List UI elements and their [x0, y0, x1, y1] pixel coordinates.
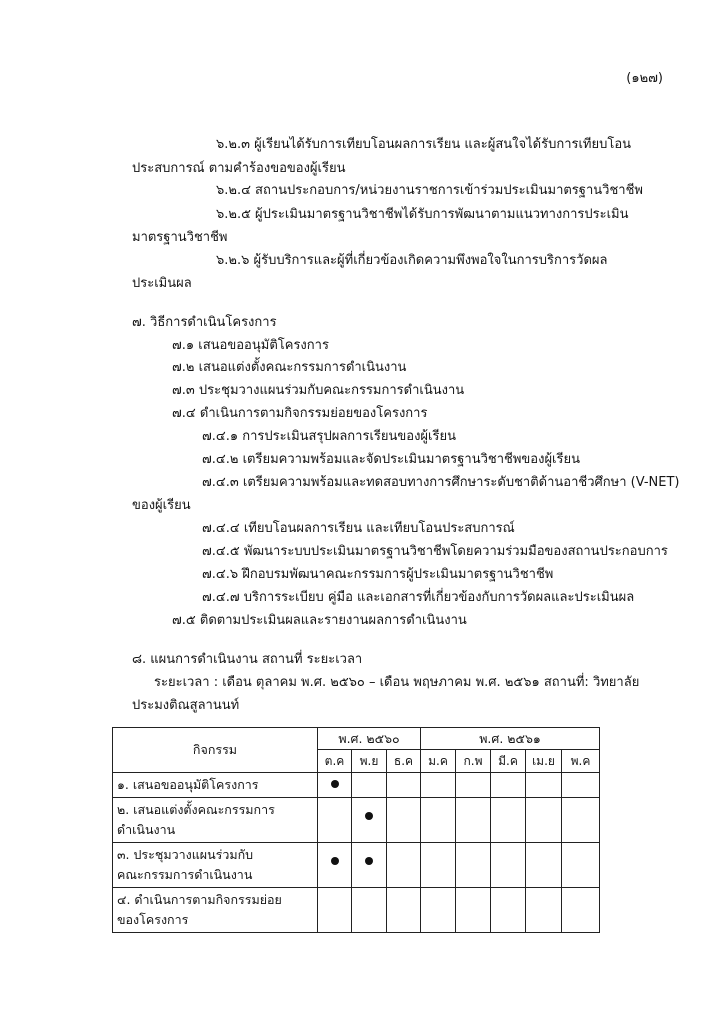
page-number: (๑๒๗)	[626, 71, 663, 86]
table-row	[113, 843, 600, 888]
schedule-cell	[491, 773, 526, 798]
schedule-cell	[562, 773, 600, 798]
schedule-mark-dot	[365, 812, 373, 820]
schedule-mark-dot	[331, 857, 339, 865]
activity-line: ๔. ดำเนินการตามกิจกรรมย่อย	[117, 892, 282, 907]
schedule-mark-dot	[331, 780, 339, 788]
item-6-2-5-line1: ๖.๒.๕ ผู้ประเมินมาตรฐานวิชาชีพได้รับการพัฒนาตามแนวทางการประเมิน	[216, 207, 629, 222]
section-8-period-line1: ระยะเวลา : เดือน ตุลาคม พ.ศ. ๒๕๖๐ – เดือน พฤษภาคม พ.ศ. ๒๕๖๑ สถานที่: วิทยาลัย	[154, 675, 640, 690]
schedule-cell	[491, 798, 526, 843]
schedule-cell	[352, 773, 387, 798]
item-7-4-2: ๗.๔.๒ เตรียมความพร้อมและจัดประเมินมาตรฐานวิชาชีพของผู้เรียน	[202, 452, 580, 467]
month-header: มี.ค	[491, 750, 526, 773]
month-header: ต.ค	[318, 750, 352, 773]
section-8-heading: ๘. แผนการดำเนินงาน สถานที่ ระยะเวลา	[132, 652, 363, 667]
year-header-2560: พ.ศ. ๒๕๖๐	[318, 728, 421, 750]
schedule-cell	[318, 773, 352, 798]
activity-header: กิจกรรม	[113, 728, 318, 773]
item-7-4-5: ๗.๔.๕ พัฒนาระบบประเมินมาตรฐานวิชาชีพโดยความร่วมมือของสถานประกอบการ	[202, 544, 668, 559]
schedule-cell	[562, 798, 600, 843]
activity-line: ของโครงการ	[117, 912, 189, 927]
section-7-heading: ๗. วิธีการดำเนินโครงการ	[132, 315, 277, 330]
schedule-cell	[318, 888, 352, 933]
schedule-cell	[352, 888, 387, 933]
month-header: พ.ค	[562, 750, 600, 773]
month-header: เม.ย	[526, 750, 562, 773]
schedule-cell	[387, 843, 421, 888]
activity-cell	[113, 843, 318, 888]
item-7-5: ๗.๕ ติดตามประเมินผลและรายงานผลการดำเนินงาน	[172, 613, 467, 628]
schedule-cell	[352, 798, 387, 843]
item-6-2-6-line2: ประเมินผล	[132, 276, 192, 291]
schedule-cell	[491, 843, 526, 888]
schedule-cell	[456, 773, 491, 798]
activity-line: ดำเนินงาน	[117, 822, 176, 837]
section-8-period-line2: ประมงติณสูลานนท์	[132, 698, 240, 713]
item-7-4-4: ๗.๔.๔ เทียบโอนผลการเรียน และเทียบโอนประสบการณ์	[202, 521, 515, 536]
schedule-cell	[456, 843, 491, 888]
item-7-4-1: ๗.๔.๑ การประเมินสรุปผลการเรียนของผู้เรียน	[202, 429, 456, 444]
schedule-cell	[526, 798, 562, 843]
schedule-cell	[421, 843, 456, 888]
schedule-cell	[318, 798, 352, 843]
schedule-cell	[421, 888, 456, 933]
activity-line: ๑. เสนอขออนุมัติโครงการ	[117, 777, 259, 792]
month-header: ธ.ค	[387, 750, 421, 773]
schedule-cell	[491, 888, 526, 933]
table-row	[113, 888, 600, 933]
schedule-cell	[352, 843, 387, 888]
schedule-cell	[421, 773, 456, 798]
schedule-table	[112, 727, 600, 933]
schedule-cell	[387, 888, 421, 933]
item-6-2-3-line1: ๖.๒.๓ ผู้เรียนได้รับการเทียบโอนผลการเรียน และผู้สนใจได้รับการเทียบโอน	[216, 137, 632, 152]
item-6-2-6-line1: ๖.๒.๖ ผู้รับบริการและผู้ที่เกี่ยวข้องเกิดความพึงพอใจในการบริการวัดผล	[216, 253, 608, 268]
activity-line: คณะกรรมการดำเนินงาน	[117, 867, 253, 882]
item-6-2-4: ๖.๒.๔ สถานประกอบการ/หน่วยงานราชการเข้าร่วมประเมินมาตรฐานวิชาชีพ	[216, 183, 643, 198]
item-6-2-3-line2: ประสบการณ์ ตามคำร้องขอของผู้เรียน	[132, 161, 346, 176]
month-header: ก.พ	[456, 750, 491, 773]
activity-cell	[113, 888, 318, 933]
table-row	[113, 798, 600, 843]
schedule-cell	[318, 843, 352, 888]
item-6-2-5-line2: มาตรฐานวิชาชีพ	[132, 230, 228, 245]
schedule-cell	[421, 798, 456, 843]
activity-line: ๒. เสนอแต่งตั้งคณะกรรมการ	[117, 802, 275, 817]
schedule-cell	[387, 798, 421, 843]
schedule-cell	[387, 773, 421, 798]
activity-cell	[113, 773, 318, 798]
item-7-1: ๗.๑ เสนอขออนุมัติโครงการ	[172, 338, 329, 353]
item-7-3: ๗.๓ ประชุมวางแผนร่วมกับคณะกรรมการดำเนินงาน	[172, 383, 465, 398]
schedule-cell	[526, 888, 562, 933]
table-row	[113, 773, 600, 798]
schedule-mark-dot	[365, 857, 373, 865]
month-header: ม.ค	[421, 750, 456, 773]
item-7-4-7: ๗.๔.๗ บริการระเบียบ คู่มือ และเอกสารที่เกี่ยวข้องกับการวัดผลและประเมินผล	[202, 590, 635, 605]
item-7-2: ๗.๒ เสนอแต่งตั้งคณะกรรมการดำเนินงาน	[172, 360, 407, 375]
schedule-cell	[526, 843, 562, 888]
activity-cell	[113, 798, 318, 843]
item-7-4-6: ๗.๔.๖ ฝึกอบรมพัฒนาคณะกรรมการผู้ประเมินมาตรฐานวิชาชีพ	[202, 567, 554, 582]
activity-line: ๓. ประชุมวางแผนร่วมกับ	[117, 847, 254, 862]
item-7-4-3-line2: ของผู้เรียน	[132, 498, 191, 513]
item-7-4-3-line1: ๗.๔.๓ เตรียมความพร้อมและทดสอบทางการศึกษาระดับชาติด้านอาชีวศึกษา (V-NET)	[202, 475, 680, 490]
month-header: พ.ย	[352, 750, 387, 773]
schedule-cell	[562, 843, 600, 888]
schedule-cell	[562, 888, 600, 933]
schedule-body	[113, 773, 600, 933]
item-7-4: ๗.๔ ดำเนินการตามกิจกรรมย่อยของโครงการ	[172, 406, 428, 421]
schedule-cell	[456, 798, 491, 843]
schedule-cell	[526, 773, 562, 798]
year-header-2561: พ.ศ. ๒๕๖๑	[421, 728, 600, 750]
schedule-cell	[456, 888, 491, 933]
